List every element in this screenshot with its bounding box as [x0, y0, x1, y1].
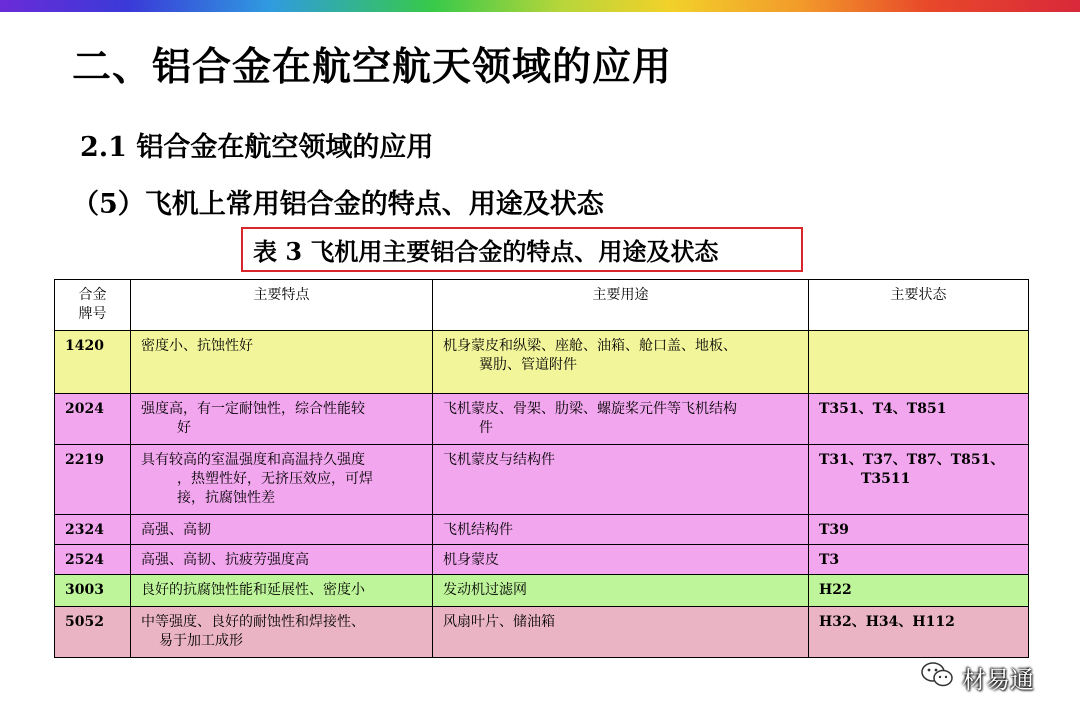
header-tempers: 主要状态 — [809, 280, 1029, 331]
alloy-code: 2219 — [55, 445, 131, 515]
features-cell: 高强、高韧、抗疲劳强度高 — [131, 545, 433, 575]
header-features: 主要特点 — [131, 280, 433, 331]
uses-cell — [433, 394, 809, 445]
features-text: 中等强度、良好的耐蚀性和焊接性、 — [141, 614, 365, 630]
table-row — [55, 394, 1029, 445]
header-uses: 主要用途 — [433, 280, 809, 331]
tempers-cell: T3 — [809, 545, 1029, 575]
features-text-cont: 易于加工成形 — [159, 633, 243, 649]
features-cell — [131, 394, 433, 445]
features-cell — [131, 445, 433, 515]
uses-text-cont: 件 — [479, 420, 493, 436]
features-cell: 良好的抗腐蚀性能和延展性、密度小 — [131, 575, 433, 607]
tempers-text: T31、T37、T87、T851、 — [819, 452, 1005, 468]
table-row — [55, 575, 1029, 607]
uses-text: 飞机蒙皮、骨架、肋梁、螺旋桨元件等飞机结构 — [443, 401, 737, 417]
alloy-code: 5052 — [55, 607, 131, 658]
alloy-table — [54, 279, 1029, 658]
table-row — [55, 515, 1029, 545]
table-row — [55, 545, 1029, 575]
tempers-cell: H22 — [809, 575, 1029, 607]
uses-cell: 风扇叶片、储油箱 — [433, 607, 809, 658]
header-code-line2: 牌号 — [78, 306, 107, 322]
uses-cell — [433, 331, 809, 394]
features-text-cont: 好 — [177, 420, 191, 436]
features-cell — [131, 607, 433, 658]
uses-cell — [433, 445, 809, 515]
features-text-cont: 接，抗腐蚀性差 — [177, 490, 275, 506]
uses-cell: 机身蒙皮 — [433, 545, 809, 575]
tempers-cell — [809, 331, 1029, 394]
features-text-cont: ，热塑性好，无挤压效应，可焊 — [177, 471, 373, 487]
tempers-text-cont: T3511 — [861, 471, 911, 487]
alloy-code: 3003 — [55, 575, 131, 607]
header-code-line1: 合金 — [78, 287, 107, 303]
table-header-row — [55, 280, 1029, 331]
features-cell — [131, 331, 433, 394]
alloy-code: 2024 — [55, 394, 131, 445]
features-cell: 高强、高韧 — [131, 515, 433, 545]
uses-cell: 飞机结构件 — [433, 515, 809, 545]
page-title: 二、铝合金在航空航天领域的应用 — [72, 45, 673, 90]
watermark — [920, 660, 1034, 695]
alloy-code: 1420 — [55, 331, 131, 394]
tempers-cell: T351、T4、T851 — [809, 394, 1029, 445]
alloy-code: 2324 — [55, 515, 131, 545]
section-heading: 2.1 铝合金在航空领域的应用 — [80, 132, 434, 163]
table-caption — [241, 227, 803, 272]
tempers-cell — [809, 445, 1029, 515]
table-row — [55, 607, 1029, 658]
header-alloy-code — [55, 280, 131, 331]
uses-cell: 发动机过滤网 — [433, 575, 809, 607]
watermark-text: 材易通 — [962, 666, 1034, 694]
subsection-heading: （5）飞机上常用铝合金的特点、用途及状态 — [72, 189, 604, 220]
uses-text-cont: 翼肋、管道附件 — [479, 357, 577, 373]
uses-text: 飞机蒙皮与结构件 — [443, 452, 555, 468]
table-caption-text: 表 3 飞机用主要铝合金的特点、用途及状态 — [253, 237, 719, 266]
features-text: 强度高，有一定耐蚀性，综合性能较 — [141, 401, 365, 417]
uses-text: 机身蒙皮和纵梁、座舱、油箱、舱口盖、地板、 — [443, 338, 737, 354]
top-rainbow-bar — [0, 0, 1080, 12]
features-text: 具有较高的室温强度和高温持久强度 — [141, 452, 365, 468]
features-text: 密度小、抗蚀性好 — [141, 338, 253, 354]
table-row — [55, 331, 1029, 394]
tempers-cell: T39 — [809, 515, 1029, 545]
wechat-icon — [920, 661, 954, 695]
tempers-cell: H32、H34、H112 — [809, 607, 1029, 658]
alloy-code: 2524 — [55, 545, 131, 575]
table-row — [55, 445, 1029, 515]
